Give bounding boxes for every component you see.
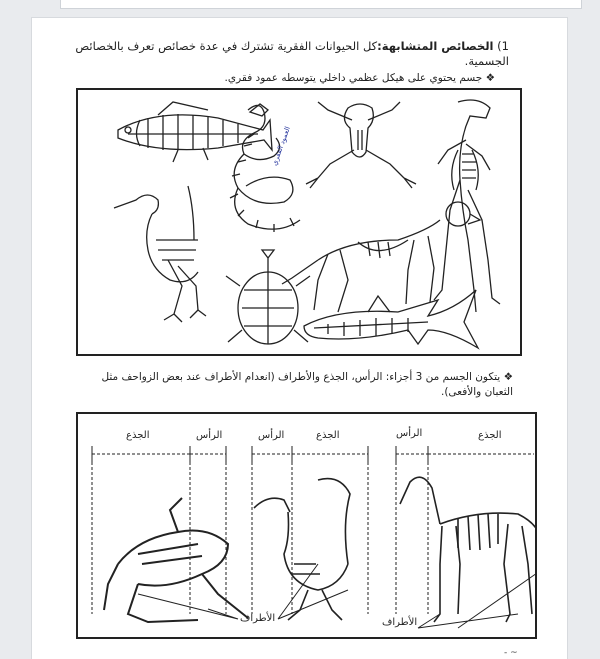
- skeletons-figure: [76, 88, 522, 356]
- heading-text: كل الحيوانات الفقرية تشترك في عدة خصائص تعرف بالخصائص الجسمية.: [75, 39, 509, 68]
- snake-skeleton: [230, 104, 300, 232]
- limbs-label-left: الأطراف: [240, 613, 276, 624]
- snake-handwritten-note: العمود الفقري: [270, 125, 292, 167]
- turtle-skeleton: [226, 250, 310, 344]
- limbs-label-right: الأطراف: [382, 617, 418, 628]
- horse-body-skeleton: [400, 477, 535, 622]
- bird-skeleton: [114, 186, 206, 322]
- horse-trunk-label: الجذع: [478, 430, 502, 441]
- bullet-2-text: يتكون الجسم من 3 أجزاء: الرأس، الجذع والأطراف (انعدام الأطراف عند بعض الزواحف مثل الثعبان والأفعى).: [101, 371, 513, 398]
- heading-number: 1): [497, 39, 509, 53]
- bullet-1-text: جسم يحتوي على هيكل عظمي داخلي يتوسطه عمود فقري.: [224, 72, 483, 84]
- heading-line: [62, 39, 509, 69]
- fish-skeleton: [118, 102, 272, 162]
- heading-title: الخصائص المتشابهة:: [377, 39, 494, 53]
- body-parts-drawing: [78, 414, 535, 637]
- frog-trunk-label: الجذع: [126, 430, 150, 441]
- skeletons-drawing: [78, 90, 520, 354]
- browser-top-strip: [0, 0, 600, 12]
- document-page: [32, 18, 567, 659]
- bird-head-label: الرأس: [258, 430, 285, 441]
- bullet-icon: ❖: [485, 72, 495, 84]
- bullet-1: [225, 72, 495, 84]
- bullet-icon: ❖: [503, 371, 513, 383]
- mammal-skeleton: [282, 202, 480, 312]
- horse-head-label: الرأس: [396, 428, 423, 439]
- bird-body-skeleton: [254, 479, 350, 620]
- body-parts-figure: [76, 412, 537, 639]
- frog-skeleton: [306, 102, 416, 188]
- bullet-2: [72, 370, 513, 400]
- bird-trunk-label: الجذع: [316, 430, 340, 441]
- stray-mark: - ~: [504, 648, 518, 658]
- previous-page-edge: [60, 0, 582, 9]
- frog-head-label: الرأس: [196, 430, 223, 441]
- shark-skeleton: [304, 290, 478, 348]
